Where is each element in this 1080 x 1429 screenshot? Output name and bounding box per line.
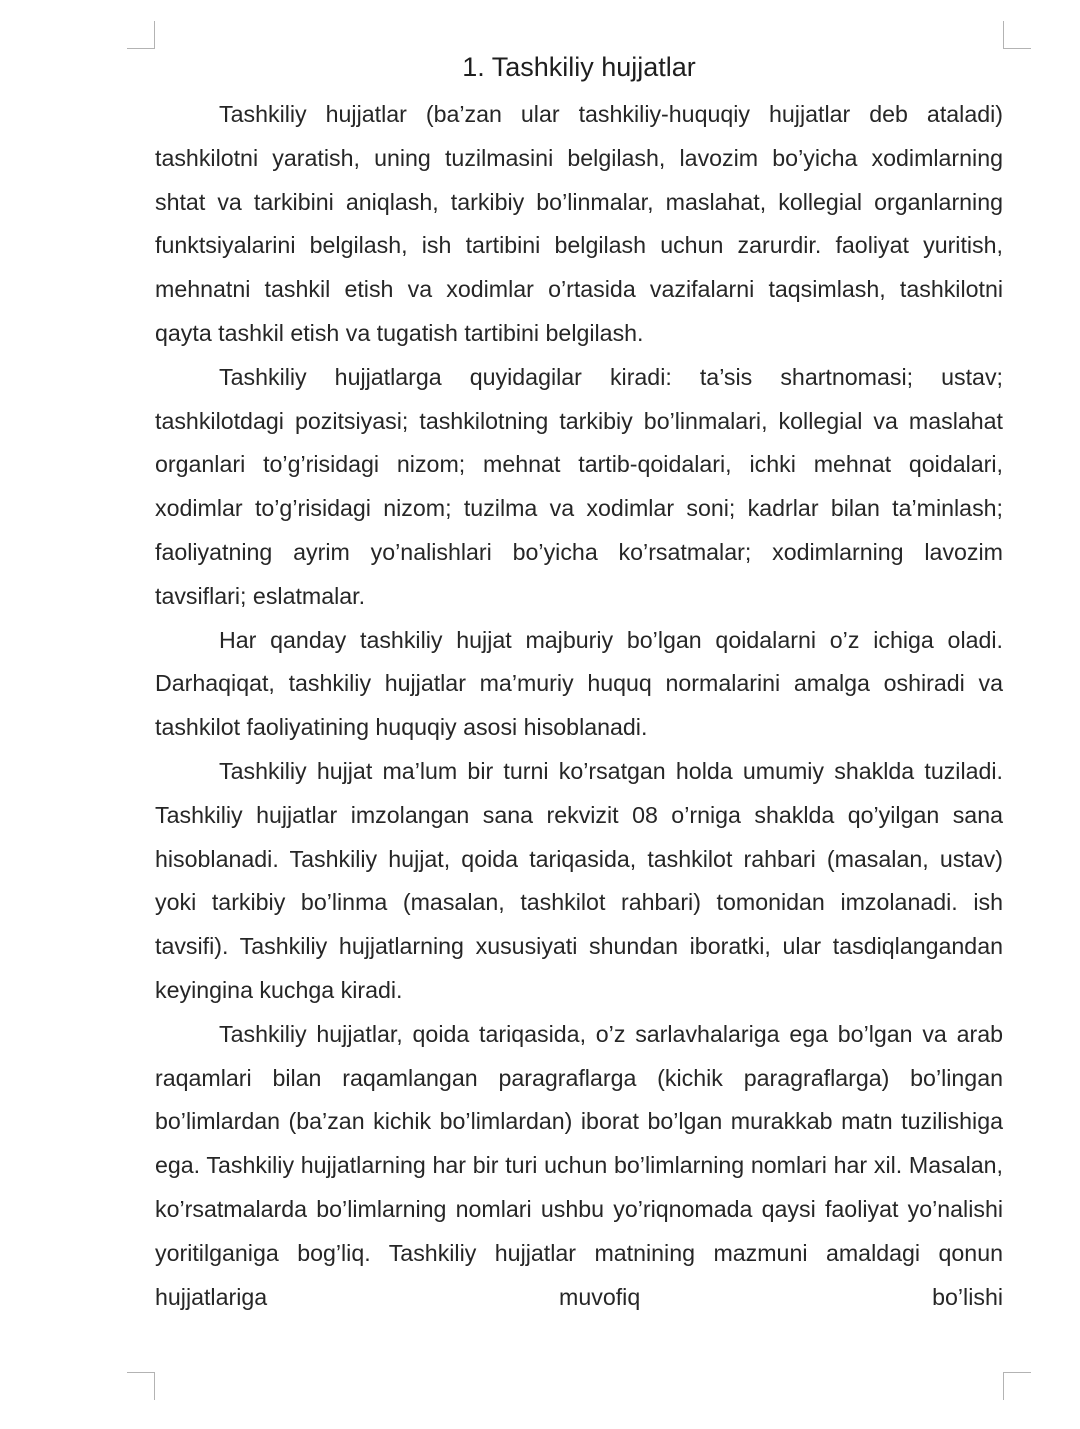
crop-mark-bottom-left: [127, 1372, 155, 1400]
paragraph-5: Tashkiliy hujjatlar, qoida tariqasida, o’z sarlavhalariga ega bo’lgan va arab raqamlari bilan raqamlangan paragraflarga (kichik paragraflarga) bo’lingan bo’limlardan (ba’zan kichik bo’limlardan) iborat bo’lgan murakkab matn tuzilishiga ega. Tashkiliy hujjatlarning har bir turi uchun bo’limlarning nomlari har xil. Masalan, ko’rsatmalarda bo’limlarning nomlari ushbu yo’riqnomada qaysi faoliyat yo’nalishi yoritilganiga bog’liq. Tashkiliy hujjatlar matnining mazmuni amaldagi qonun hujjatlariga muvofiq bo’lishi: [155, 1020, 1003, 1310]
document-body: [155, 93, 1003, 1319]
paragraph-3: Har qanday tashkiliy hujjat majburiy bo’lgan qoidalarni o’z ichiga oladi. Darhaqiqat, tashkiliy hujjatlar ma’muriy huquq normalarini amalga oshiradi va tashkilot faoliyatining huquqiy asosi hisoblanadi.: [155, 626, 1003, 741]
paragraph-1: Tashkiliy hujjatlar (ba’zan ular tashkiliy-huquqiy hujjatlar deb ataladi) tashkilotni yaratish, uning tuzilmasini belgilash, lavozim bo’yicha xodimlarning shtat va tarkibini aniqlash, tarkibiy bo’linmalar, maslahat, kollegial organlarning funktsiyalarini belgilash, ish tartibini belgilash uchun zarurdir. faoliyat yuritish, mehnatni tashkil etish va xodimlar o’rtasida vazifalarni taqsimlash, tashkilotni qayta tashkil etish va tugatish tartibini belgilash.: [155, 101, 1003, 346]
crop-mark-top-left: [127, 21, 155, 49]
crop-mark-top-right: [1003, 21, 1031, 49]
paragraph-4: Tashkiliy hujjat ma’lum bir turni ko’rsatgan holda umumiy shaklda tuziladi. Tashkiliy hujjatlar imzolangan sana rekvizit 08 o’rniga shaklda qo’yilgan sana hisoblanadi. Tashkiliy hujjat, qoida tariqasida, tashkilot rahbari (masalan, ustav) yoki tarkibiy bo’linma (masalan, tashkilot rahbari) tomonidan imzolanadi. ish tavsifi). Tashkiliy hujjatlarning xususiyati shundan iboratki, ular tasdiqlangandan keyingina kuchga kiradi.: [155, 757, 1003, 1003]
document-title: 1. Tashkiliy hujjatlar: [462, 52, 696, 82]
crop-mark-bottom-right: [1003, 1372, 1031, 1400]
paragraph-2: Tashkiliy hujjatlarga quyidagilar kiradi: ta’sis shartnomasi; ustav; tashkilotdagi pozitsiyasi; tashkilotning tarkibiy bo’linmalari, kollegial va maslahat organlari to’g’risidagi nizom; mehnat tartib-qoidalari, ichki mehnat qoidalari, xodimlar to’g’risidagi nizom; tuzilma va xodimlar soni; kadrlar bilan ta’minlash; faoliyatning ayrim yo’nalishlari bo’yicha ko’rsatmalar; xodimlarning lavozim tavsiflari; eslatmalar.: [155, 363, 1003, 609]
